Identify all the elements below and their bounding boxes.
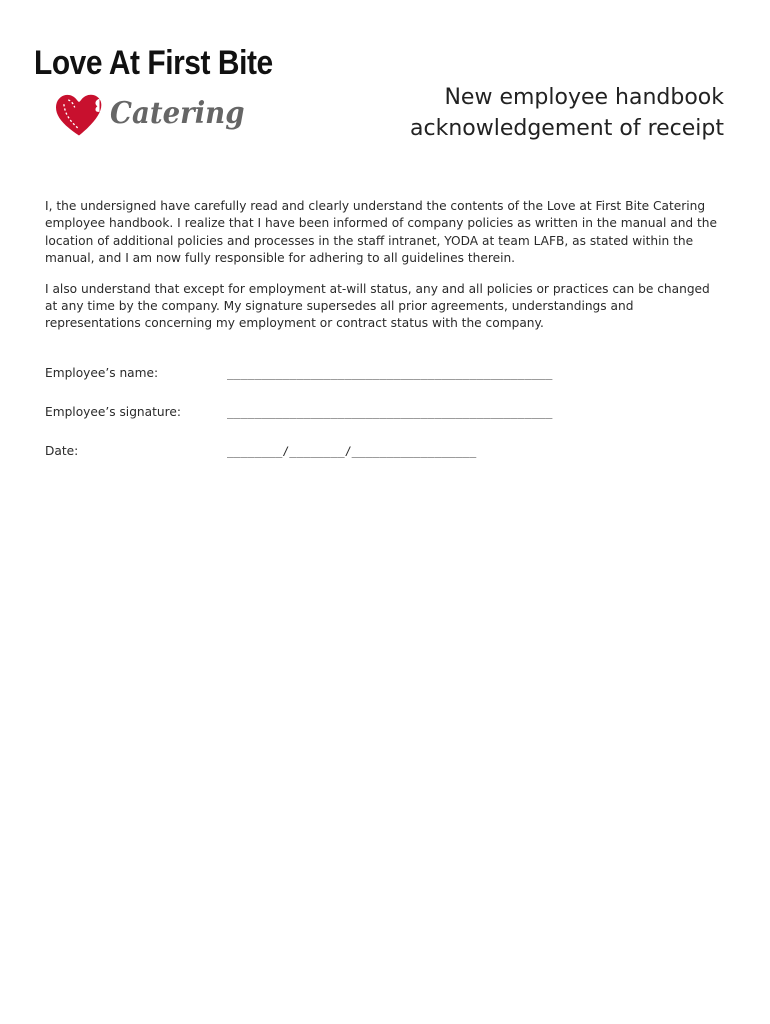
employee-signature-field[interactable]: _______________________________________________ xyxy=(227,405,553,419)
acknowledgement-text xyxy=(45,198,725,346)
employee-signature-label: Employee’s signature: xyxy=(45,405,181,419)
title-line-1: New employee handbook xyxy=(444,85,724,110)
logo-title: Love At First Bite xyxy=(34,44,273,82)
employee-signature-row xyxy=(45,403,645,442)
signature-form xyxy=(45,364,645,481)
company-logo xyxy=(34,42,273,152)
employee-name-label: Employee’s name: xyxy=(45,366,159,380)
date-label: Date: xyxy=(45,444,79,458)
page-title xyxy=(410,82,724,144)
employee-name-field[interactable]: _______________________________________________ xyxy=(227,366,553,380)
title-line-2: acknowledgement of receipt xyxy=(410,116,724,141)
logo-subtitle: Catering xyxy=(110,96,245,131)
paragraph-2: I also understand that except for employment at-will status, any and all policies or practices can be changed at any time by the company. My signature supersedes all prior agreements, understandings and representations concerning my employment or contract status with the company. xyxy=(45,281,710,331)
paragraph-1: I, the undersigned have carefully read and clearly understand the contents of the Love at First Bite Catering employee handbook. I realize that I have been informed of company policies as written in the manual and the location of additional policies and processes in the staff intranet, YODA at team LAFB, as stated within the manual, and I am now fully responsible for adhering to all guidelines therein. xyxy=(45,199,718,266)
date-row xyxy=(45,442,645,481)
heart-icon xyxy=(52,88,106,142)
employee-name-row xyxy=(45,364,645,403)
date-field[interactable]: ________/________/__________________ xyxy=(227,444,477,458)
